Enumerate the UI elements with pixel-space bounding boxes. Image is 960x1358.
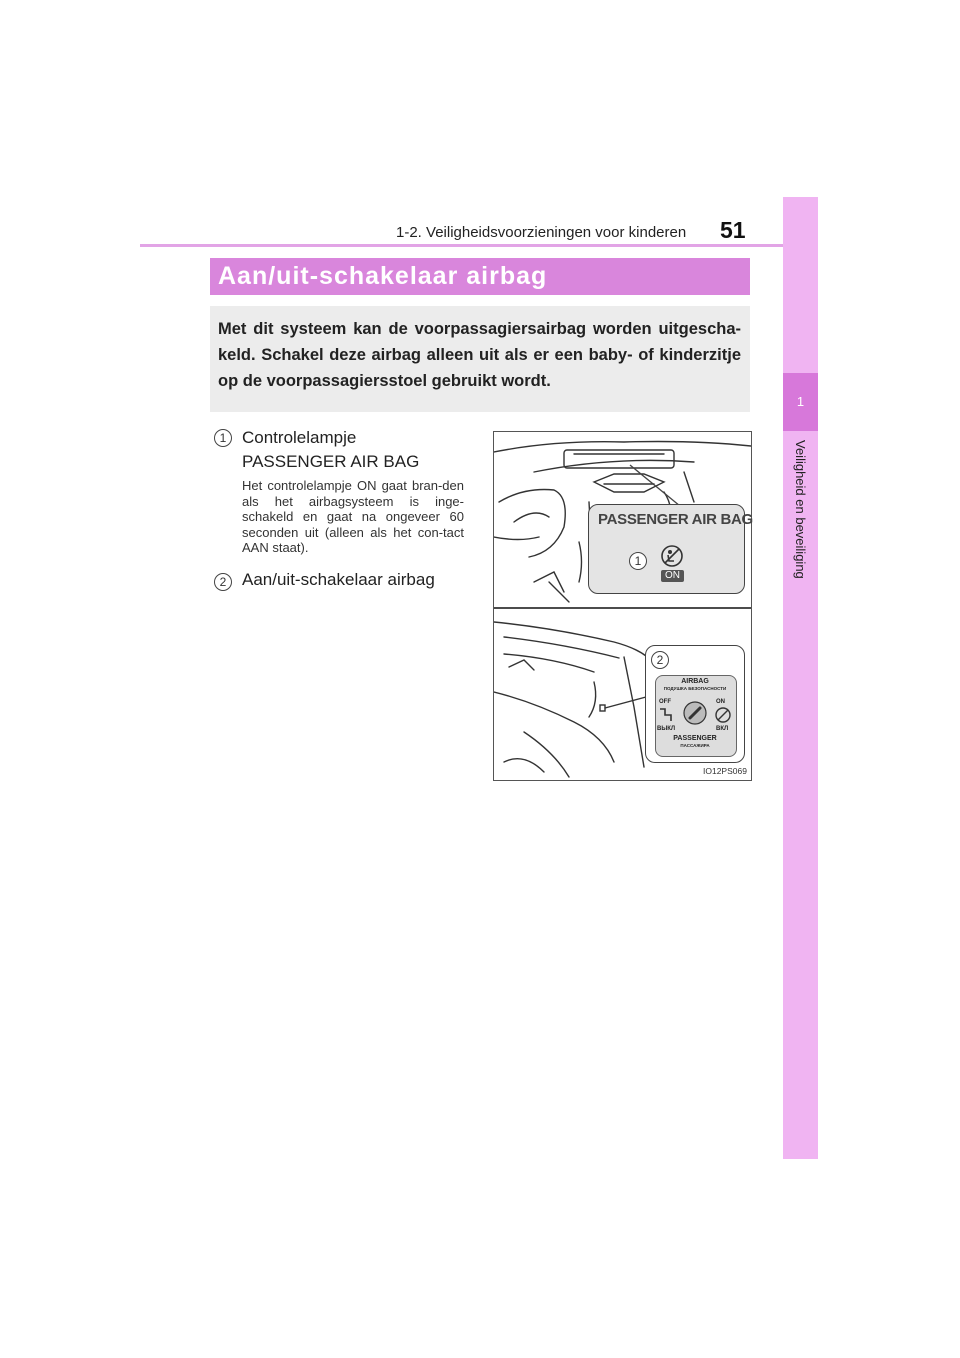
switch-label-off: OFF	[659, 699, 671, 705]
figure-code: IO12PS069	[703, 766, 747, 776]
chapter-title: Veiligheid en beveiliging	[793, 440, 808, 579]
page-number: 51	[720, 217, 746, 243]
section-reference: 1-2. Veiligheidsvoorzieningen voor kinderen	[396, 224, 687, 241]
switch-label-on-ru: ВКЛ	[716, 726, 729, 732]
item-title-1: Controlelampje PASSENGER AIR BAG	[242, 428, 420, 471]
item-marker-1: 1	[214, 429, 232, 447]
item-title-2: Aan/uit-schakelaar airbag	[242, 570, 435, 589]
airbag-on-icon	[714, 706, 732, 724]
callout-marker-1: 1	[629, 552, 647, 570]
chapter-number: 1	[796, 394, 805, 409]
callout-pointer-line-1	[620, 460, 690, 508]
switch-label-passenger: PASSENGER	[673, 735, 717, 742]
section-title: Aan/uit-schakelaar airbag	[218, 262, 548, 290]
intro-text: Met dit systeem kan de voorpassagiersairbag worden uitgescha-keld. Schakel deze airbag alleen uit als er een baby- of kinderzitje op de voorpassagiersstoel gebruikt wordt.	[218, 320, 741, 390]
switch-label-on: ON	[716, 699, 725, 705]
item-description-1: Het controlelampje ON gaat bran-den als het airbagsysteem is inge-schakeld en gaat na ongeveer 60 seconden uit (alleen als het con-tact AAN staat).	[242, 478, 464, 555]
passenger-airbag-label: PASSENGER AIR BAG	[598, 511, 753, 528]
chapter-side-tab	[783, 197, 818, 1159]
switch-label-airbag: AIRBAG	[681, 678, 709, 685]
item-marker-2: 2	[214, 573, 232, 591]
switch-label-airbag-ru: ПОДУШКА БЕЗОПАСНОСТИ	[663, 686, 727, 691]
switch-label-off-ru: ВЫКЛ	[657, 726, 676, 732]
key-switch-dial-icon	[683, 701, 707, 725]
passenger-airbag-off-icon	[659, 543, 685, 569]
switch-label-passenger-ru: ПАССАЖИРА	[680, 743, 710, 748]
header-rule	[140, 244, 818, 247]
callout-marker-2: 2	[651, 651, 669, 669]
on-status-badge: ON	[661, 570, 684, 582]
child-seat-icon	[657, 706, 677, 724]
